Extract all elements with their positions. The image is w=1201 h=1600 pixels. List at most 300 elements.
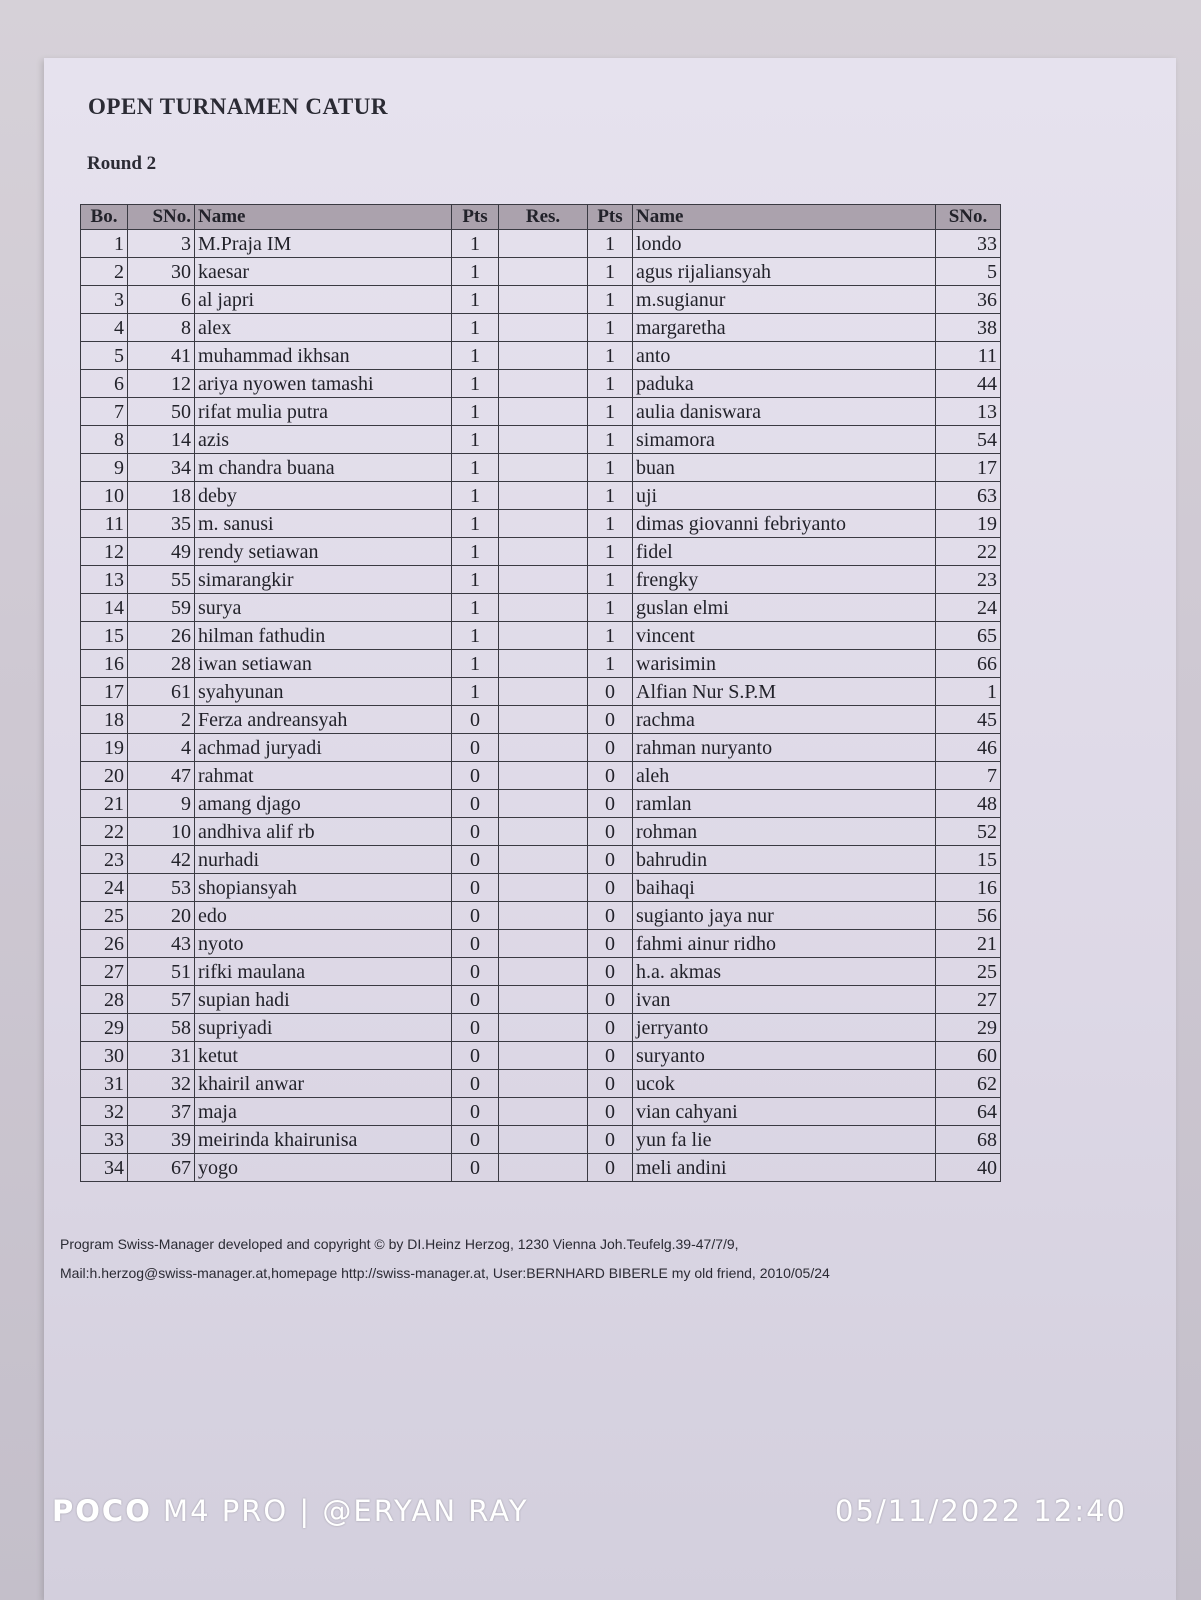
- black-player-name: rachma: [633, 706, 936, 734]
- result-cell: [499, 314, 588, 342]
- black-start-number: 1: [936, 678, 1001, 706]
- table-row: [81, 734, 1001, 762]
- white-start-number: 6: [128, 286, 195, 314]
- white-start-number: 28: [128, 650, 195, 678]
- table-row: [81, 874, 1001, 902]
- black-start-number: 64: [936, 1098, 1001, 1126]
- white-start-number: 50: [128, 398, 195, 426]
- white-points: 0: [452, 846, 499, 874]
- result-cell: [499, 482, 588, 510]
- white-start-number: 4: [128, 734, 195, 762]
- black-points: 0: [588, 762, 633, 790]
- camera-device-user: M4 PRO | @ERYAN RAY: [151, 1494, 529, 1528]
- white-player-name: M.Praja IM: [195, 230, 452, 258]
- result-cell: [499, 622, 588, 650]
- black-points: 1: [588, 454, 633, 482]
- board-number: 31: [81, 1070, 128, 1098]
- white-start-number: 55: [128, 566, 195, 594]
- result-cell: [499, 734, 588, 762]
- result-cell: [499, 1070, 588, 1098]
- board-number: 25: [81, 902, 128, 930]
- white-start-number: 42: [128, 846, 195, 874]
- header-result: Res.: [499, 205, 588, 230]
- result-cell: [499, 650, 588, 678]
- black-player-name: guslan elmi: [633, 594, 936, 622]
- table-row: [81, 1070, 1001, 1098]
- white-points: 1: [452, 510, 499, 538]
- result-cell: [499, 342, 588, 370]
- black-player-name: rahman nuryanto: [633, 734, 936, 762]
- black-player-name: aulia daniswara: [633, 398, 936, 426]
- white-start-number: 35: [128, 510, 195, 538]
- table-row: [81, 1098, 1001, 1126]
- white-points: 1: [452, 594, 499, 622]
- black-player-name: margaretha: [633, 314, 936, 342]
- white-points: 0: [452, 1154, 499, 1182]
- white-points: 0: [452, 958, 499, 986]
- table-row: [81, 398, 1001, 426]
- black-start-number: 27: [936, 986, 1001, 1014]
- black-points: 1: [588, 370, 633, 398]
- board-number: 10: [81, 482, 128, 510]
- board-number: 27: [81, 958, 128, 986]
- black-start-number: 56: [936, 902, 1001, 930]
- document-title: OPEN TURNAMEN CATUR: [88, 94, 388, 119]
- white-points: 1: [452, 258, 499, 286]
- table-row: [81, 286, 1001, 314]
- board-number: 3: [81, 286, 128, 314]
- white-points: 1: [452, 314, 499, 342]
- header-white-name: Name: [195, 205, 452, 230]
- board-number: 20: [81, 762, 128, 790]
- black-start-number: 16: [936, 874, 1001, 902]
- result-cell: [499, 398, 588, 426]
- board-number: 32: [81, 1098, 128, 1126]
- result-cell: [499, 958, 588, 986]
- black-start-number: 22: [936, 538, 1001, 566]
- black-player-name: agus rijaliansyah: [633, 258, 936, 286]
- white-player-name: al japri: [195, 286, 452, 314]
- black-start-number: 40: [936, 1154, 1001, 1182]
- black-points: 0: [588, 706, 633, 734]
- black-points: 1: [588, 426, 633, 454]
- white-points: 1: [452, 482, 499, 510]
- table-row: [81, 762, 1001, 790]
- white-player-name: m chandra buana: [195, 454, 452, 482]
- black-points: 1: [588, 482, 633, 510]
- white-start-number: 10: [128, 818, 195, 846]
- table-row: [81, 510, 1001, 538]
- black-player-name: uji: [633, 482, 936, 510]
- black-start-number: 48: [936, 790, 1001, 818]
- white-start-number: 53: [128, 874, 195, 902]
- white-start-number: 26: [128, 622, 195, 650]
- white-player-name: achmad juryadi: [195, 734, 452, 762]
- result-cell: [499, 902, 588, 930]
- white-player-name: ketut: [195, 1042, 452, 1070]
- black-points: 1: [588, 594, 633, 622]
- white-player-name: andhiva alif rb: [195, 818, 452, 846]
- result-cell: [499, 874, 588, 902]
- white-points: 1: [452, 622, 499, 650]
- black-points: 1: [588, 230, 633, 258]
- white-points: 1: [452, 538, 499, 566]
- black-start-number: 25: [936, 958, 1001, 986]
- header-black-start-number: SNo.: [936, 205, 1001, 230]
- table-row: [81, 678, 1001, 706]
- black-start-number: 15: [936, 846, 1001, 874]
- white-points: 0: [452, 986, 499, 1014]
- black-player-name: fahmi ainur ridho: [633, 930, 936, 958]
- white-points: 1: [452, 566, 499, 594]
- black-start-number: 65: [936, 622, 1001, 650]
- white-points: 0: [452, 1042, 499, 1070]
- black-points: 1: [588, 566, 633, 594]
- black-points: 0: [588, 1126, 633, 1154]
- black-points: 0: [588, 818, 633, 846]
- white-player-name: rifat mulia putra: [195, 398, 452, 426]
- table-row: [81, 622, 1001, 650]
- black-points: 0: [588, 958, 633, 986]
- white-start-number: 51: [128, 958, 195, 986]
- black-start-number: 17: [936, 454, 1001, 482]
- header-white-points: Pts: [452, 205, 499, 230]
- camera-watermark-datetime: 05/11/2022 12:40: [835, 1494, 1127, 1528]
- white-start-number: 31: [128, 1042, 195, 1070]
- table-row: [81, 1014, 1001, 1042]
- black-start-number: 68: [936, 1126, 1001, 1154]
- white-start-number: 20: [128, 902, 195, 930]
- black-player-name: sugianto jaya nur: [633, 902, 936, 930]
- board-number: 13: [81, 566, 128, 594]
- black-player-name: bahrudin: [633, 846, 936, 874]
- table-row: [81, 454, 1001, 482]
- table-row: [81, 258, 1001, 286]
- white-points: 1: [452, 678, 499, 706]
- white-start-number: 49: [128, 538, 195, 566]
- result-cell: [499, 818, 588, 846]
- table-row: [81, 706, 1001, 734]
- table-row: [81, 790, 1001, 818]
- white-player-name: rendy setiawan: [195, 538, 452, 566]
- white-points: 0: [452, 762, 499, 790]
- black-points: 0: [588, 790, 633, 818]
- black-points: 1: [588, 622, 633, 650]
- black-player-name: simamora: [633, 426, 936, 454]
- white-start-number: 43: [128, 930, 195, 958]
- black-player-name: ucok: [633, 1070, 936, 1098]
- black-start-number: 38: [936, 314, 1001, 342]
- white-player-name: edo: [195, 902, 452, 930]
- result-cell: [499, 762, 588, 790]
- white-player-name: iwan setiawan: [195, 650, 452, 678]
- board-number: 12: [81, 538, 128, 566]
- board-number: 23: [81, 846, 128, 874]
- black-player-name: rohman: [633, 818, 936, 846]
- black-start-number: 7: [936, 762, 1001, 790]
- white-player-name: shopiansyah: [195, 874, 452, 902]
- footer-contact-line: Mail:h.herzog@swiss-manager.at,homepage http://swiss-manager.at, User:BERNHARD BIBERLE my old friend, 2010/05/24: [60, 1265, 830, 1281]
- white-points: 0: [452, 874, 499, 902]
- board-number: 19: [81, 734, 128, 762]
- white-start-number: 8: [128, 314, 195, 342]
- table-row: [81, 314, 1001, 342]
- table-row: [81, 930, 1001, 958]
- white-player-name: yogo: [195, 1154, 452, 1182]
- result-cell: [499, 1014, 588, 1042]
- white-points: 0: [452, 734, 499, 762]
- table-row: [81, 986, 1001, 1014]
- board-number: 18: [81, 706, 128, 734]
- white-player-name: supian hadi: [195, 986, 452, 1014]
- white-start-number: 3: [128, 230, 195, 258]
- table-row: [81, 818, 1001, 846]
- white-points: 1: [452, 426, 499, 454]
- board-number: 11: [81, 510, 128, 538]
- white-start-number: 2: [128, 706, 195, 734]
- table-row: [81, 342, 1001, 370]
- white-points: 0: [452, 1126, 499, 1154]
- black-points: 1: [588, 510, 633, 538]
- black-player-name: fidel: [633, 538, 936, 566]
- board-number: 24: [81, 874, 128, 902]
- black-player-name: frengky: [633, 566, 936, 594]
- black-start-number: 66: [936, 650, 1001, 678]
- table-row: [81, 1126, 1001, 1154]
- result-cell: [499, 1154, 588, 1182]
- white-start-number: 37: [128, 1098, 195, 1126]
- white-player-name: rifki maulana: [195, 958, 452, 986]
- result-cell: [499, 286, 588, 314]
- table-row: [81, 902, 1001, 930]
- white-player-name: alex: [195, 314, 452, 342]
- table-row: [81, 230, 1001, 258]
- result-cell: [499, 706, 588, 734]
- board-number: 21: [81, 790, 128, 818]
- white-start-number: 32: [128, 1070, 195, 1098]
- table-row: [81, 370, 1001, 398]
- result-cell: [499, 986, 588, 1014]
- white-player-name: meirinda khairunisa: [195, 1126, 452, 1154]
- black-player-name: anto: [633, 342, 936, 370]
- black-start-number: 23: [936, 566, 1001, 594]
- result-cell: [499, 678, 588, 706]
- black-points: 1: [588, 650, 633, 678]
- white-points: 1: [452, 650, 499, 678]
- black-start-number: 54: [936, 426, 1001, 454]
- result-cell: [499, 426, 588, 454]
- black-start-number: 62: [936, 1070, 1001, 1098]
- black-points: 0: [588, 846, 633, 874]
- black-start-number: 21: [936, 930, 1001, 958]
- black-points: 1: [588, 286, 633, 314]
- board-number: 1: [81, 230, 128, 258]
- black-start-number: 29: [936, 1014, 1001, 1042]
- white-points: 1: [452, 398, 499, 426]
- white-start-number: 47: [128, 762, 195, 790]
- result-cell: [499, 454, 588, 482]
- result-cell: [499, 930, 588, 958]
- black-points: 0: [588, 1098, 633, 1126]
- round-label: Round 2: [87, 153, 157, 174]
- white-start-number: 18: [128, 482, 195, 510]
- white-player-name: azis: [195, 426, 452, 454]
- table-row: [81, 594, 1001, 622]
- white-start-number: 9: [128, 790, 195, 818]
- white-player-name: Ferza andreansyah: [195, 706, 452, 734]
- footer-copyright-line: Program Swiss-Manager developed and copyright © by DI.Heinz Herzog, 1230 Vienna Joh.Teufelg.39-47/7/9,: [60, 1236, 739, 1252]
- pairings-table: [80, 204, 1001, 1182]
- black-player-name: jerryanto: [633, 1014, 936, 1042]
- black-points: 0: [588, 1154, 633, 1182]
- board-number: 30: [81, 1042, 128, 1070]
- white-points: 1: [452, 370, 499, 398]
- black-start-number: 46: [936, 734, 1001, 762]
- white-player-name: rahmat: [195, 762, 452, 790]
- black-player-name: dimas giovanni febriyanto: [633, 510, 936, 538]
- black-start-number: 33: [936, 230, 1001, 258]
- table-row: [81, 566, 1001, 594]
- board-number: 29: [81, 1014, 128, 1042]
- black-player-name: ramlan: [633, 790, 936, 818]
- white-player-name: maja: [195, 1098, 452, 1126]
- board-number: 26: [81, 930, 128, 958]
- white-start-number: 61: [128, 678, 195, 706]
- black-player-name: h.a. akmas: [633, 958, 936, 986]
- black-points: 0: [588, 930, 633, 958]
- board-number: 28: [81, 986, 128, 1014]
- black-points: 1: [588, 398, 633, 426]
- board-number: 33: [81, 1126, 128, 1154]
- black-start-number: 52: [936, 818, 1001, 846]
- white-player-name: syahyunan: [195, 678, 452, 706]
- white-player-name: m. sanusi: [195, 510, 452, 538]
- black-player-name: warisimin: [633, 650, 936, 678]
- white-player-name: hilman fathudin: [195, 622, 452, 650]
- result-cell: [499, 230, 588, 258]
- black-start-number: 5: [936, 258, 1001, 286]
- result-cell: [499, 1126, 588, 1154]
- black-player-name: Alfian Nur S.P.M: [633, 678, 936, 706]
- black-player-name: m.sugianur: [633, 286, 936, 314]
- table-header-row: [81, 205, 1001, 230]
- black-start-number: 63: [936, 482, 1001, 510]
- black-start-number: 11: [936, 342, 1001, 370]
- table-row: [81, 538, 1001, 566]
- white-points: 0: [452, 818, 499, 846]
- header-white-start-number: SNo.: [128, 205, 195, 230]
- black-start-number: 19: [936, 510, 1001, 538]
- black-points: 1: [588, 258, 633, 286]
- black-points: 0: [588, 986, 633, 1014]
- white-start-number: 39: [128, 1126, 195, 1154]
- board-number: 17: [81, 678, 128, 706]
- white-points: 0: [452, 1014, 499, 1042]
- black-points: 0: [588, 734, 633, 762]
- white-points: 0: [452, 790, 499, 818]
- white-player-name: deby: [195, 482, 452, 510]
- result-cell: [499, 370, 588, 398]
- white-start-number: 58: [128, 1014, 195, 1042]
- header-board: Bo.: [81, 205, 128, 230]
- board-number: 16: [81, 650, 128, 678]
- table-row: [81, 650, 1001, 678]
- board-number: 4: [81, 314, 128, 342]
- black-player-name: suryanto: [633, 1042, 936, 1070]
- result-cell: [499, 258, 588, 286]
- result-cell: [499, 538, 588, 566]
- result-cell: [499, 510, 588, 538]
- board-number: 7: [81, 398, 128, 426]
- table-row: [81, 426, 1001, 454]
- black-player-name: ivan: [633, 986, 936, 1014]
- black-points: 0: [588, 678, 633, 706]
- black-points: 1: [588, 342, 633, 370]
- header-black-name: Name: [633, 205, 936, 230]
- black-player-name: londo: [633, 230, 936, 258]
- white-points: 0: [452, 902, 499, 930]
- black-player-name: buan: [633, 454, 936, 482]
- white-player-name: amang djago: [195, 790, 452, 818]
- board-number: 34: [81, 1154, 128, 1182]
- black-points: 0: [588, 1042, 633, 1070]
- black-player-name: baihaqi: [633, 874, 936, 902]
- result-cell: [499, 1042, 588, 1070]
- white-player-name: muhammad ikhsan: [195, 342, 452, 370]
- result-cell: [499, 566, 588, 594]
- black-start-number: 24: [936, 594, 1001, 622]
- result-cell: [499, 790, 588, 818]
- white-start-number: 34: [128, 454, 195, 482]
- black-start-number: 45: [936, 706, 1001, 734]
- white-player-name: ariya nyowen tamashi: [195, 370, 452, 398]
- result-cell: [499, 846, 588, 874]
- white-player-name: simarangkir: [195, 566, 452, 594]
- white-player-name: khairil anwar: [195, 1070, 452, 1098]
- black-points: 0: [588, 902, 633, 930]
- black-points: 1: [588, 314, 633, 342]
- white-player-name: nurhadi: [195, 846, 452, 874]
- black-points: 0: [588, 874, 633, 902]
- white-points: 0: [452, 1098, 499, 1126]
- board-number: 14: [81, 594, 128, 622]
- white-start-number: 59: [128, 594, 195, 622]
- result-cell: [499, 594, 588, 622]
- board-number: 8: [81, 426, 128, 454]
- table-row: [81, 846, 1001, 874]
- white-player-name: surya: [195, 594, 452, 622]
- board-number: 22: [81, 818, 128, 846]
- board-number: 2: [81, 258, 128, 286]
- board-number: 5: [81, 342, 128, 370]
- black-start-number: 36: [936, 286, 1001, 314]
- header-black-points: Pts: [588, 205, 633, 230]
- white-points: 0: [452, 1070, 499, 1098]
- white-start-number: 14: [128, 426, 195, 454]
- white-points: 1: [452, 230, 499, 258]
- white-start-number: 41: [128, 342, 195, 370]
- black-points: 1: [588, 538, 633, 566]
- white-player-name: kaesar: [195, 258, 452, 286]
- black-player-name: vian cahyani: [633, 1098, 936, 1126]
- board-number: 15: [81, 622, 128, 650]
- white-points: 1: [452, 454, 499, 482]
- black-start-number: 44: [936, 370, 1001, 398]
- white-player-name: nyoto: [195, 930, 452, 958]
- white-start-number: 57: [128, 986, 195, 1014]
- black-player-name: meli andini: [633, 1154, 936, 1182]
- black-player-name: yun fa lie: [633, 1126, 936, 1154]
